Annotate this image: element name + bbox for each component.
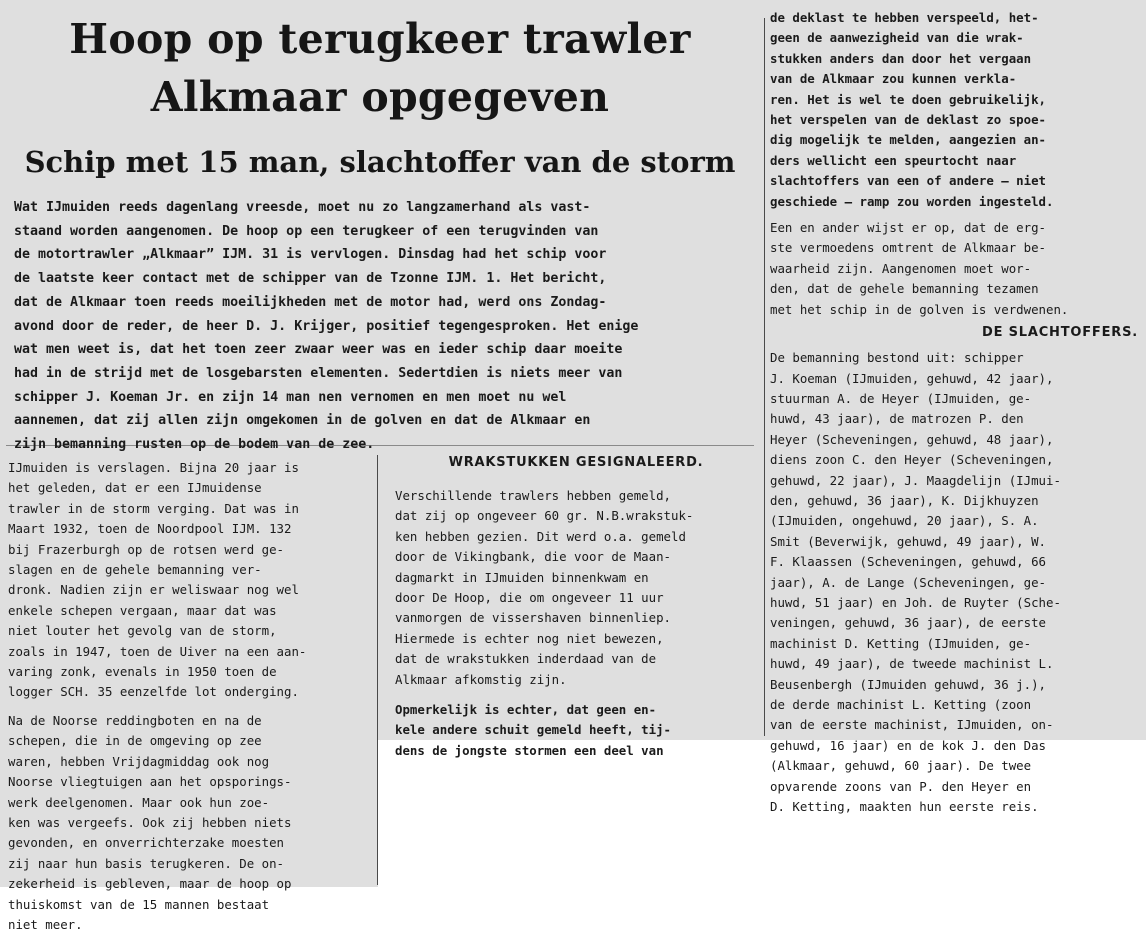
column-1-paragraph-1: IJmuiden is verslagen. Bijna 20 jaar is het geleden, dat er een IJmuidense trawler in de storm verging. Dat was in Maart 1932, toen de Noordpool IJM. 132 bij Frazerburgh op de rotsen werd ge- slagen en de gehele bemanning ver- dronk. Nadien zijn er weliswaar nog wel enkele schepen vergaan, maar dat was niet louter het gevolg van de storm, zoals in 1947, toen de Uiver na een aan- varing zonk, evenals in 1950 toen de logger SCH. 35 eenzelfde lot onderging.: [8, 460, 307, 700]
subheadline: Schip met 15 man, slachtoffer van de storm: [24, 145, 736, 179]
headline-line-2: Alkmaar opgegeven: [150, 73, 610, 121]
column-3-paragraph-1: de deklast te hebben verspeeld, het- geen de aanwezigheid van die wrak- stukken anders dan door het vergaan van de Alkmaar zou kunnen verkla- ren. Het is wel te doen gebruikelijk, het verspelen van de deklast zo spoe- dig mogelijk te melden, aangezien an- ders wellicht een speurtocht naar slachtoffers van een of andere — niet geschiede — ramp zou worden ingesteld.: [770, 10, 1054, 209]
subhead-slachtoffers: DE SLACHTOFFERS.: [982, 325, 1138, 341]
column-3-paragraph-3: De bemanning bestond uit: schipper J. Koeman (IJmuiden, gehuwd, 42 jaar), stuurman A. de Heyer (IJmuiden, ge- huwd, 43 jaar), de matrozen P. den Heyer (Scheveningen, gehuwd, 48 jaar), diens zoon C. den Heyer (Scheveningen, gehuwd, 22 jaar), J. Maagdelijn (IJmui- den, gehuwd, 36 jaar), K. Dijkhuyzen (IJmuiden, ongehuwd, 20 jaar), S. A. Smit (Beverwijk, gehuwd, 49 jaar), W. F. Klaassen (Scheveningen, gehuwd, 66 jaar), A. de Lange (Scheveningen, ge- huwd, 51 jaar) en Joh. de Ruyter (Sche- veningen, gehuwd, 36 jaar), de eerste machinist D. Ketting (IJmuiden, ge- huwd, 49 jaar), de tweede machinist L. Beusenbergh (IJmuiden gehuwd, 36 j.), de derde machinist L. Ketting (zoon van de eerste machinist, IJmuiden, on- gehuwd, 16 jaar) en de kok J. den Das (Alkmaar, gehuwd, 60 jaar). De twee opvarende zoons van P. den Heyer en D. Ketting, maakten hun eerste reis.: [770, 350, 1061, 815]
column-1-paragraph-2: Na de Noorse reddingboten en na de schepen, die in de omgeving op zee waren, hebben Vrijdagmiddag ook nog Noorse vliegtuigen aan het opsporings- werk deelgenomen. Maar ook hun zoe- ken was vergeefs. Ook zij hebben niets gevonden, en onverrichterzake moesten zij naar hun basis terugkeren. De on- zekerheid is gebleven, maar de hoop op thuiskomst van de 15 mannen bestaat niet meer.: [8, 712, 292, 932]
column-1: [8, 458, 370, 935]
column-rule-left: [377, 455, 378, 885]
column-2-paragraph-1: Verschillende trawlers hebben gemeld, dat zij op ongeveer 60 gr. N.B.wrakstuk- ken hebben gezien. Dit werd o.a. gemeld door de Vikingbank, die voor de Maan- dagmarkt in IJmuiden binnenkwam en door De Hoop, die om ongeveer 11 uur vanmorgen de vissershaven binnenliep. Hiermede is echter nog niet bewezen, dat de wrakstukken inderdaad van de Alkmaar afkomstig zijn.: [395, 488, 694, 687]
column-2: [395, 450, 757, 761]
lead-paragraph: Wat IJmuiden reeds dagenlang vreesde, moet nu zo langzamerhand als vast- staand worden aangenomen. De hoop op een terugkeer of een terugvinden van de motortrawler „Alkmaar” IJM. 31 is vervlogen. Dinsdag had het schip voor de laatste keer contact met de schipper van de Tzonne IJM. 1. Het bericht, dat de Alkmaar toen reeds moeilijkheden met de motor had, werd ons Zondag- avond door de reder, de heer D. J. Krijger, positief tegengesproken. Het enige wat men weet is, dat het toen zeer zwaar weer was en ieder schip daar moeite had in de strijd met de losgebarsten elementen. Sedertdien is niets meer van schipper J. Koeman Jr. en zijn 14 man nen vernomen en men moet nu wel aannemen, dat zij allen zijn omgekomen in de golven en dat de Alkmaar en zijn bemanning rusten op de bodem van de zee.: [14, 200, 639, 453]
headline-line-1: Hoop op terugkeer trawler: [69, 15, 691, 63]
column-3: [770, 8, 1138, 817]
column-rule-main: [764, 18, 765, 736]
subhead-wrakstukken: WRAKSTUKKEN GESIGNALEERD.: [448, 455, 704, 470]
column-3-paragraph-2: Een en ander wijst er op, dat de erg- ste vermoedens omtrent de Alkmaar be- waarheid zijn. Aangenomen moet wor- den, dat de gehele bemanning tezamen met het schip in de golven is verdwenen.: [770, 220, 1069, 317]
column-2-paragraph-2: Opmerkelijk is echter, dat geen en- kele andere schuit gemeld heeft, tij- dens de jongste stormen een deel van: [395, 702, 672, 758]
